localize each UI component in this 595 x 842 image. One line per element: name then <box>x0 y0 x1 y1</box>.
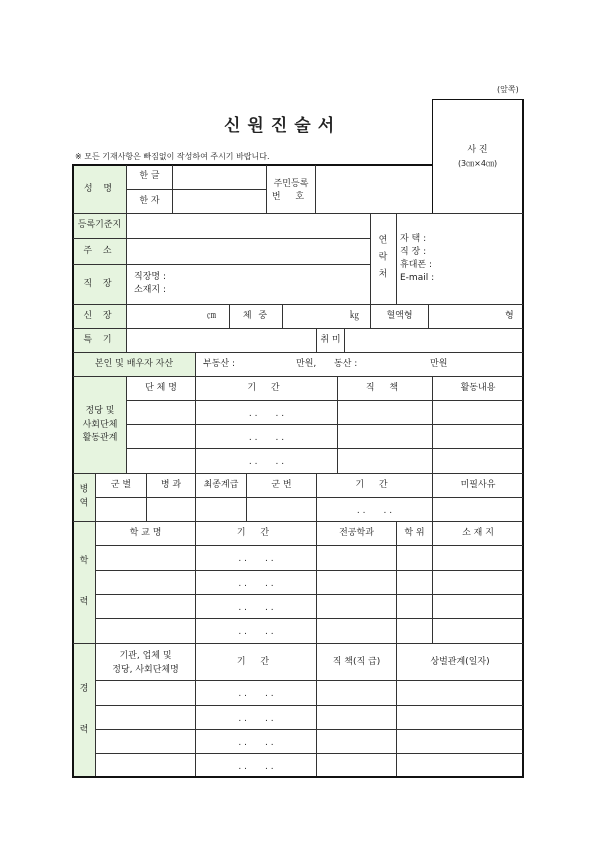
party-period-1: . . . . <box>248 409 285 419</box>
height-unit: ㎝ <box>207 311 217 321</box>
contact-label: 연 락 처 <box>378 235 388 280</box>
contact-work: 직 장 : <box>400 247 427 257</box>
photo-box[interactable] <box>432 99 523 213</box>
weight-unit: ㎏ <box>350 311 360 321</box>
row-line <box>73 643 523 644</box>
hangul-label: 한 글 <box>139 171 160 181</box>
job-location-label: 소재지 : <box>134 285 166 295</box>
edu-period-3: . . . . <box>238 603 274 613</box>
party-header-position: 직 책 <box>365 383 405 393</box>
page-side-label: (앞쪽) <box>497 85 519 94</box>
military-header-number: 군 번 <box>271 480 292 490</box>
career-period-1: . . . . <box>238 689 274 699</box>
edu-period-2: . . . . <box>238 579 274 589</box>
frame-left <box>72 164 74 778</box>
resident-no-label: 주민등록 <box>273 179 309 189</box>
career-header-period: 기 간 <box>236 657 276 667</box>
row-line <box>73 264 370 265</box>
col-line <box>266 165 267 213</box>
frame-bottom <box>72 776 524 778</box>
reg-base-label: 등록기준지 <box>77 220 122 230</box>
photo-size: (3㎝×4㎝) <box>457 159 498 168</box>
military-header-reason: 미필사유 <box>460 480 496 490</box>
hanja-name-input[interactable] <box>173 190 265 212</box>
career-header-position: 직 책(직 급) <box>332 657 381 667</box>
career-period-3: . . . . <box>238 738 274 748</box>
career-label: 경 력 <box>79 684 89 736</box>
form-notice: ※ 모든 기재사항은 빠짐없이 작성하여 주시기 바랍니다. <box>75 152 270 161</box>
education-label: 학 력 <box>79 556 89 608</box>
military-period: . . . . <box>356 506 393 516</box>
career-header-awards: 상벌관계(일자) <box>430 657 490 667</box>
party-header-activity: 활동내용 <box>460 383 496 393</box>
real-estate-unit: 만원, <box>296 359 317 369</box>
military-header-arm: 병 과 <box>160 480 182 490</box>
row-line <box>95 680 523 681</box>
military-header-rank: 최종계급 <box>203 480 239 490</box>
resident-no-input[interactable] <box>316 166 431 212</box>
reg-base-input[interactable] <box>127 214 369 237</box>
row-line <box>73 521 523 522</box>
edu-period-1: . . . . <box>238 554 274 564</box>
row-line <box>73 352 523 353</box>
col-line <box>282 304 283 328</box>
resident-no-label-2: 번 호 <box>271 192 311 202</box>
row-line <box>73 328 523 329</box>
military-label: 병 역 <box>79 484 89 509</box>
row-line <box>95 705 523 706</box>
col-line <box>195 352 196 376</box>
col-line <box>370 213 371 304</box>
col-line <box>344 328 345 352</box>
height-label: 신 장 <box>83 311 116 321</box>
contact-email: E-mail : <box>400 273 435 283</box>
row-line <box>73 473 523 474</box>
contact-mobile: 휴대폰 : <box>400 260 432 270</box>
row-line <box>95 618 523 619</box>
frame-right <box>522 99 524 778</box>
col-line <box>95 473 96 776</box>
movable-unit: 만원 <box>430 359 448 369</box>
career-period-4: . . . . <box>238 762 274 772</box>
row-line <box>126 400 523 401</box>
edu-header-location: 소 재 지 <box>462 528 494 538</box>
address-label: 주 소 <box>83 246 116 256</box>
real-estate-label: 부동산 : <box>203 359 235 369</box>
name-label: 성 명 <box>83 183 117 194</box>
row-line <box>73 376 523 377</box>
assets-label: 본인 및 배우자 자산 <box>94 359 174 369</box>
col-line <box>432 521 433 643</box>
row-line <box>95 753 523 754</box>
row-line <box>126 424 523 425</box>
edu-header-school: 학 교 명 <box>129 528 162 538</box>
military-header-period: 기 간 <box>355 480 394 490</box>
military-header-branch: 군 별 <box>110 480 132 490</box>
job-label: 직 장 <box>83 279 116 289</box>
contact-home: 자 택 : <box>400 234 427 244</box>
col-line <box>396 521 397 643</box>
address-input[interactable] <box>127 239 369 263</box>
party-period-3: . . . . <box>248 457 285 467</box>
row-line <box>95 729 523 730</box>
party-header-period: 기 간 <box>247 383 286 393</box>
edu-header-period: 기 간 <box>236 528 276 538</box>
edu-header-degree: 학 위 <box>404 528 425 538</box>
edu-period-4: . . . . <box>238 627 274 637</box>
blood-unit: 형 <box>505 311 514 321</box>
hobby-label: 취 미 <box>320 335 341 345</box>
party-header-org: 단 체 명 <box>145 383 177 393</box>
form-title: 신원진술서 <box>224 116 342 136</box>
movable-label: 동산 : <box>334 359 358 369</box>
row-line <box>95 497 523 498</box>
col-line <box>396 213 397 304</box>
row-line <box>95 594 523 595</box>
career-period-2: . . . . <box>238 714 274 724</box>
job-name-label: 직장명 : <box>134 272 166 282</box>
col-line <box>316 521 317 643</box>
hangul-name-input[interactable] <box>173 166 265 188</box>
party-period-2: . . . . <box>248 433 285 443</box>
party-label: 정당 및 사회단체 활동관계 <box>82 405 118 443</box>
row-line <box>73 304 523 305</box>
edu-header-major: 전공학과 <box>339 528 374 538</box>
photo-label: 사 진 <box>467 145 488 155</box>
row-line <box>95 570 523 571</box>
talent-label: 특 기 <box>83 335 116 345</box>
row-line <box>95 545 523 546</box>
col-line <box>428 304 429 328</box>
career-header-org: 기관, 업체 및 정당, 사회단체명 <box>112 651 179 675</box>
hanja-label: 한 자 <box>139 196 160 206</box>
weight-label: 체 중 <box>242 311 270 321</box>
blood-label: 혈액형 <box>386 311 413 321</box>
row-line <box>126 448 523 449</box>
